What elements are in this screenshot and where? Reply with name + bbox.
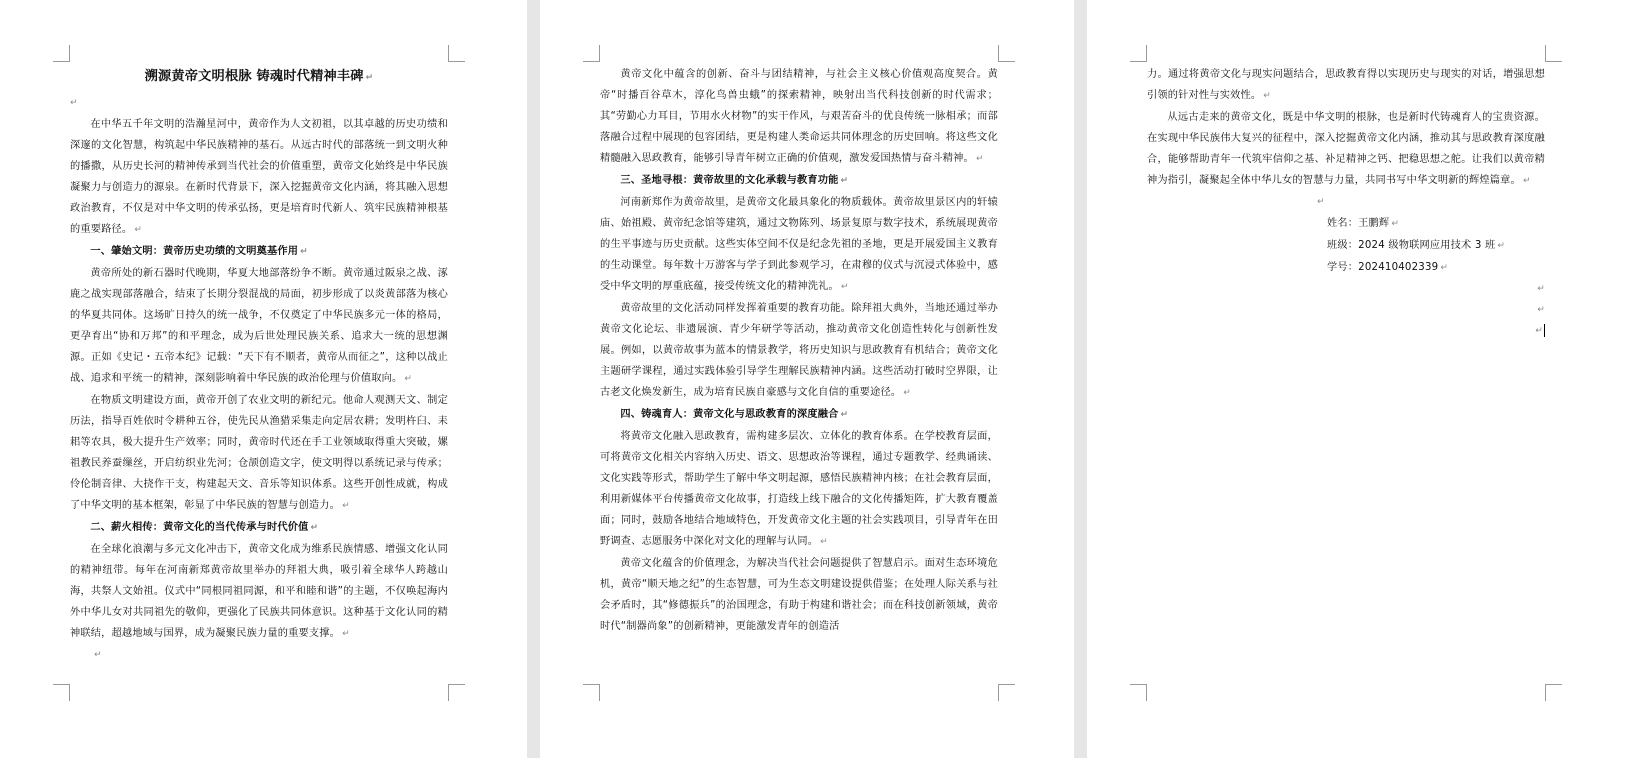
page-body[interactable] <box>1147 64 1545 342</box>
document-page-3 <box>1087 0 1627 758</box>
body-paragraph: 在物质文明建设方面，黄帝开创了农业文明的新纪元。他命人观测天文、制定历法，指导百姓依时令耕种五谷，使先民从渔猎采集走向定居农耕；发明杵臼、耒耜等农具，极大提升生产效率；同时，黄帝时代还在手工业领域取得重大突破，嫘祖教民养蚕缫丝，开启纺织业先河；仓颉创造文字，使文明得以系统记录与传承；伶伦制音律、大挠作干支，构建起天文、音乐等知识体系。这些开创性成就，构成了中华文明的基本框架，彰显了中华民族的智慧与创造力。 ↵ <box>70 395 448 511</box>
text-cursor-line[interactable]: ↵ <box>1535 326 1543 336</box>
margin-corner-mark <box>583 684 600 701</box>
body-paragraph: 黄帝所处的新石器时代晚期，华夏大地部落纷争不断。黄帝通过阪泉之战、涿鹿之战实现部落融合，结束了长期分裂混战的局面，初步形成了以炎黄部落为核心的华夏共同体。这场旷日持久的统一战争，不仅奠定了中华民族多元一体的格局，更孕育出“协和万邦”的和平理念，成为后世处理民族关系、追求大一统的思想渊源。正如《史记・五帝本纪》记载：“天下有不顺者，黄帝从而征之”，这种以战止战、追求和平统一的精神，深刻影响着中华民族的政治伦理与价值取向。 ↵ <box>70 268 448 384</box>
document-page-1 <box>0 0 527 758</box>
body-paragraph: 黄帝故里的文化活动同样发挥着重要的教育功能。除拜祖大典外，当地还通过举办黄帝文化论坛、非遗展演、青少年研学等活动，推动黄帝文化创造性转化与创新性发展。例如，以黄帝故事为蓝本的情景教学，将历史知识与思政教育有机结合；黄帝文化主题研学课程，通过实践体验引导学生理解民族精神内涵。这些活动打破时空界限，让古老文化焕发新生，成为培育民族自豪感与文化自信的重要途径。 ↵ <box>600 303 998 398</box>
section-heading-4: 四、铸魂育人：黄帝文化与思政教育的深度融合 ↵ <box>620 409 849 420</box>
margin-corner-mark <box>583 45 600 62</box>
body-paragraph: 将黄帝文化融入思政教育，需构建多层次、立体化的教育体系。在学校教育层面，可将黄帝文化相关内容纳入历史、语文、思想政治等课程，通过专题教学、经典诵读、文化实践等形式，帮助学生了解中华文明起源，感悟民族精神内核；在社会教育层面，利用新媒体平台传播黄帝文化故事，打造线上线下融合的文化传播矩阵，扩大教育覆盖面；同时，鼓励各地结合地域特色，开发黄帝文化主题的社会实践项目，引导青年在田野调查、志愿服务中深化对文化的理解与认同。 ↵ <box>600 431 998 547</box>
page-body[interactable] <box>600 64 998 637</box>
body-paragraph: 力。通过将黄帝文化与现实问题结合，思政教育得以实现历史与现实的对话，增强思想引领的针对性与实效性。 ↵ <box>1147 69 1545 101</box>
margin-corner-mark <box>53 45 70 62</box>
body-paragraph: 在全球化浪潮与多元文化冲击下，黄帝文化成为维系民族情感、增强文化认同的精神纽带。每年在河南新郑黄帝故里举办的拜祖大典，吸引着全球华人跨越山海，共祭人文始祖。仪式中“同根同祖同源，和平和睦和谐”的主题，不仅唤起海内外中华儿女对共同祖先的敬仰，更强化了民族共同体意识。这种基于文化认同的精神联结，超越地域与国界，成为凝聚民族力量的重要支撑。 ↵ <box>70 544 448 639</box>
margin-corner-mark <box>1545 684 1562 701</box>
intro-paragraph: 在中华五千年文明的浩瀚星河中，黄帝作为人文初祖，以其卓越的历史功绩和深邃的文化智慧，构筑起中华民族精神的基石。从远古时代的部落统一到文明火种的播撒，从历史长河的精神传承到当代社会的价值重塑，黄帝文化始终是中华民族凝聚力与创造力的源泉。在新时代背景下，深入挖掘黄帝文化内涵，将其融入思想政治教育，不仅是对中华文明的传承弘扬，更是培育时代新人、筑牢民族精神根基的重要路径。 ↵ <box>70 119 448 235</box>
author-class: 班级：2024 级物联网应用技术 3 班 ↵ <box>1327 240 1506 251</box>
empty-paragraph: ↵ <box>1537 305 1545 315</box>
empty-paragraph: ↵ <box>1537 284 1545 294</box>
margin-corner-mark <box>448 684 465 701</box>
section-heading-1: 一、肇始文明：黄帝历史功绩的文明奠基作用 ↵ <box>90 246 308 257</box>
margin-corner-mark <box>1545 45 1562 62</box>
conclusion-paragraph: 从远古走来的黄帝文化，既是中华文明的根脉，也是新时代铸魂育人的宝贵资源。在实现中华民族伟大复兴的征程中，深入挖掘黄帝文化内涵，推动其与思政教育深度融合，能够帮助青年一代筑牢信仰之基、补足精神之钙、把稳思想之舵。让我们以黄帝精神为指引，凝聚起全体中华儿女的智慧与力量，共同书写中华文明新的辉煌篇章。 ↵ <box>1147 112 1545 186</box>
empty-paragraph: ↵ <box>94 650 102 660</box>
document-page-2 <box>540 0 1074 758</box>
margin-corner-mark <box>1130 684 1147 701</box>
empty-paragraph: ↵ <box>1317 197 1325 207</box>
author-name: 姓名：王鹏辉 ↵ <box>1327 218 1400 229</box>
margin-corner-mark <box>998 684 1015 701</box>
body-paragraph: 黄帝文化中蕴含的创新、奋斗与团结精神，与社会主义核心价值观高度契合。黄帝“时播百谷草木，淳化鸟兽虫蛾”的探索精神，映射出当代科技创新的时代需求；其“劳勤心力耳目，节用水火材物”的实干作风，与艰苦奋斗的优良传统一脉相承；而部落融合过程中展现的包容团结，更是构建人类命运共同体理念的历史回响。将这些文化精髓融入思政教育，能够引导青年树立正确的价值观，激发爱国热情与奋斗精神。 ↵ <box>600 69 998 164</box>
margin-corner-mark <box>998 45 1015 62</box>
section-heading-2: 二、薪火相传：黄帝文化的当代传承与时代价值 ↵ <box>90 522 319 533</box>
margin-corner-mark <box>448 45 465 62</box>
margin-corner-mark <box>1130 45 1147 62</box>
empty-paragraph: ↵ <box>70 98 78 108</box>
author-student-id: 学号：202410402339 ↵ <box>1327 262 1449 273</box>
text-cursor <box>1544 324 1545 337</box>
page-body[interactable] <box>70 64 448 666</box>
document-title: 溯源黄帝文明根脉 铸魂时代精神丰碑 ↵ <box>144 69 374 84</box>
body-paragraph: 河南新郑作为黄帝故里，是黄帝文化最具象化的物质载体。黄帝故里景区内的轩辕庙、始祖殿、黄帝纪念馆等建筑，通过文物陈列、场景复原与数字技术，系统展现黄帝的生平事迹与历史贡献。这些实体空间不仅是纪念先祖的圣地，更是开展爱国主义教育的生动课堂。每年数十万游客与学子到此参观学习，在肃穆的仪式与沉浸式体验中，感受中华文明的厚重底蕴，接受传统文化的精神洗礼。 ↵ <box>600 197 998 292</box>
body-paragraph: 黄帝文化蕴含的价值理念，为解决当代社会问题提供了智慧启示。面对生态环境危机，黄帝“顺天地之纪”的生态智慧，可为生态文明建设提供借鉴；在处理人际关系与社会矛盾时，其“修德振兵”的治国理念，有助于构建和谐社会；而在科技创新领域，黄帝时代“制器尚象”的创新精神，更能激发青年的创造活 <box>600 558 998 632</box>
section-heading-3: 三、圣地寻根：黄帝故里的文化承载与教育功能 ↵ <box>620 175 849 186</box>
margin-corner-mark <box>53 684 70 701</box>
